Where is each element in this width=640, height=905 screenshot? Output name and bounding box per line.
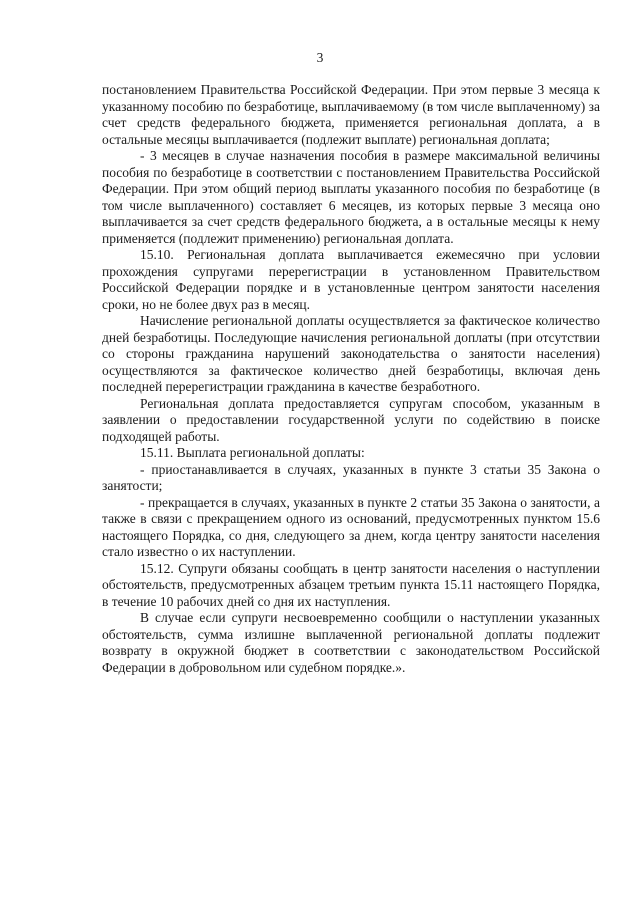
paragraph: - прекращается в случаях, указанных в пункте 2 статьи 35 Закона о занятости, а также в связи с прекращением одного из оснований, предусмотренных пунктом 15.6 настоящего Порядка, со дня, следующего за днем, когда центру занятости населения стало известно о их наступлении. — [102, 494, 600, 559]
paragraph: - 3 месяцев в случае назначения пособия в размере максимальной величины пособия по безработице в соответствии с постановлением Правительства Российской Федерации. При этом общий период выплаты указанного пособия по безработице (в том числе выплаченного) составляет 6 месяцев, из которых первые 3 месяца оно выплачивается за счет средств федерального бюджета, а в остальные месяцы к нему применяется (подлежит применению) региональная доплата. — [102, 148, 600, 246]
paragraph: 15.11. Выплата региональной доплаты: — [140, 445, 365, 460]
page-number: 3 — [316, 50, 324, 65]
paragraph: постановлением Правительства Российской Федерации. При этом первые 3 месяца к указанному пособию по безработице, выплачиваемому (в том числе выплаченному) за счет средств федерального бюджета, применяется региональная доплата, а в остальные месяцы выплачивается (подлежит выплате) региональная доплата; — [102, 82, 600, 147]
paragraph: В случае если супруги несвоевременно сообщили о наступлении указанных обстоятельств, сумма излишне выплаченной региональной доплаты подлежит возврату в окружной бюджет в соответствии с законодательством Российской Федерации в добровольном или судебном порядке.». — [102, 610, 600, 675]
document-body — [102, 82, 600, 676]
paragraph: 15.10. Региональная доплата выплачивается ежемесячно при условии прохождения супругами перерегистрации в установленном Правительством Российской Федерации порядке и в установленные центром занятости населения сроки, но не более двух раз в месяц. — [102, 247, 600, 312]
paragraph: Региональная доплата предоставляется супругам способом, указанным в заявлении о предоставлении государственной услуги по содействию в поиске подходящей работы. — [102, 395, 600, 444]
paragraph: Начисление региональной доплаты осуществляется за фактическое количество дней безработицы. Последующие начисления региональной доплаты (при отсутствии со стороны гражданина нарушений законодательства о занятости населения) осуществляются за фактическое количество дней безработицы, включая день последней перерегистрации гражданина в качестве безработного. — [102, 313, 600, 394]
paragraph: - приостанавливается в случаях, указанных в пункте 3 статьи 35 Закона о занятости; — [102, 461, 600, 493]
paragraph: 15.12. Супруги обязаны сообщать в центр занятости населения о наступлении обстоятельств, предусмотренных абзацем третьим пункта 15.11 настоящего Порядка, в течение 10 рабочих дней со дня их наступления. — [102, 560, 600, 609]
